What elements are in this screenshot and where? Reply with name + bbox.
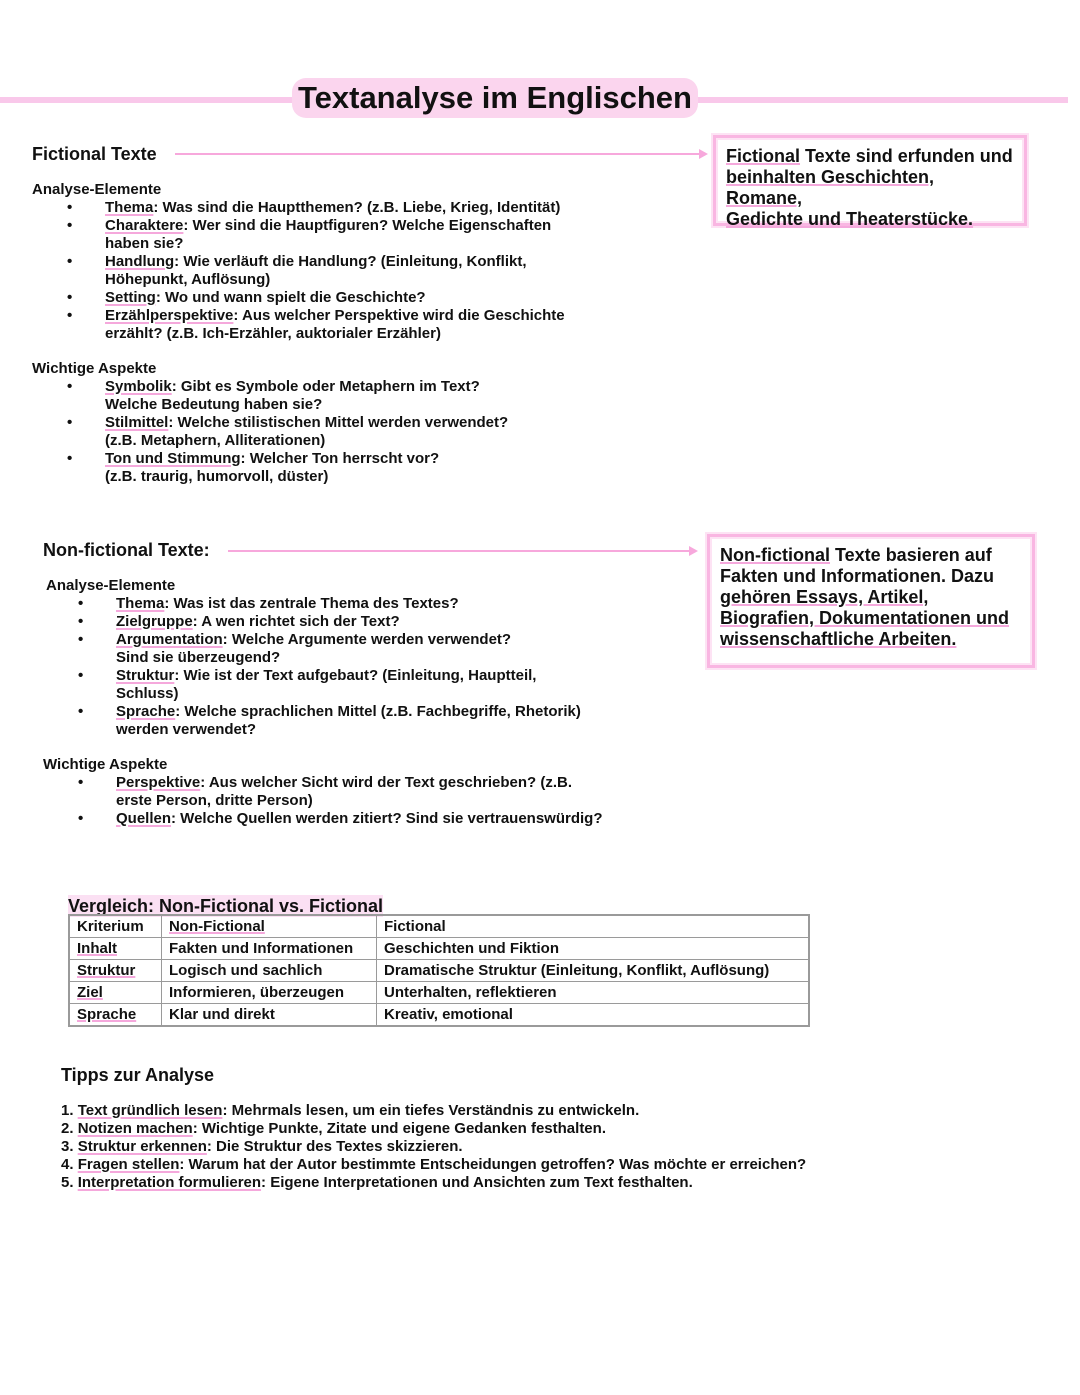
fictional-aspekte-list bbox=[105, 378, 665, 486]
item-text-cont: haben sie? bbox=[105, 235, 184, 252]
tips-list bbox=[61, 1102, 806, 1192]
item-label: Text gründlich lesen bbox=[77, 1102, 223, 1119]
item-text: : Welche Quellen werden zitiert? Sind sie vertrauenswürdig? bbox=[171, 810, 603, 827]
item-text-cont: Höhepunkt, Auflösung) bbox=[105, 271, 271, 288]
list-item bbox=[116, 595, 676, 613]
item-text: : Aus welcher Perspektive wird die Geschichte bbox=[233, 307, 565, 324]
box-line: Fakten und Informationen. Dazu bbox=[720, 566, 995, 586]
item-text: : Eigene Interpretationen und Ansichten zum Text festhalten. bbox=[261, 1174, 693, 1191]
header-cell: Fictional bbox=[377, 915, 810, 938]
item-number: 3. bbox=[61, 1138, 78, 1155]
item-text: : Gibt es Symbole oder Metaphern im Text? bbox=[171, 378, 480, 395]
list-item bbox=[116, 613, 676, 631]
item-label: Struktur bbox=[116, 667, 175, 684]
box-line: gehören Essays, Artikel, bbox=[720, 587, 929, 607]
item-text: : Warum hat der Autor bestimmte Entscheidungen getroffen? Was möchte er erreichen? bbox=[179, 1156, 807, 1173]
item-text: : Wie verläuft die Handlung? (Einleitung, Konflikt, bbox=[174, 253, 527, 270]
item-text: : Welche stilistischen Mittel werden verwendet? bbox=[168, 414, 509, 431]
item-label: Setting bbox=[105, 289, 156, 306]
item-label: Sprache bbox=[116, 703, 176, 720]
box-term: Non-fictional bbox=[720, 545, 830, 565]
item-number: 2. bbox=[61, 1120, 78, 1137]
item-label: Thema bbox=[105, 199, 154, 216]
list-item bbox=[61, 1120, 806, 1138]
list-item bbox=[116, 631, 676, 667]
table-cell: Geschichten und Fiktion bbox=[377, 938, 810, 960]
table-cell: Sprache bbox=[69, 1004, 162, 1027]
item-text: : Was sind die Hauptthemen? (z.B. Liebe, Krieg, Identität) bbox=[153, 199, 561, 216]
title-rule-right bbox=[678, 97, 1068, 103]
box-line: Biografien, Dokumentationen und bbox=[720, 608, 1010, 628]
list-item bbox=[116, 667, 676, 703]
list-item bbox=[61, 1102, 806, 1120]
fictional-heading: Fictional Texte bbox=[32, 144, 157, 164]
list-item bbox=[116, 810, 696, 828]
box-line: wissenschaftliche Arbeiten. bbox=[720, 629, 957, 649]
table-row bbox=[69, 938, 809, 960]
nonfictional-analyse-list bbox=[116, 595, 676, 739]
item-text: : Wo und wann spielt die Geschichte? bbox=[155, 289, 426, 306]
item-text-cont: (z.B. Metaphern, Alliterationen) bbox=[105, 432, 326, 449]
fictional-arrow bbox=[175, 153, 700, 155]
item-text: : Die Struktur des Textes skizzieren. bbox=[206, 1138, 463, 1155]
fictional-analyse-list bbox=[105, 199, 665, 343]
item-label: Fragen stellen bbox=[77, 1156, 180, 1173]
item-text: : Wer sind die Hauptfiguren? Welche Eigenschaften bbox=[183, 217, 552, 234]
item-text-cont: Schluss) bbox=[116, 685, 179, 702]
item-text-cont: werden verwendet? bbox=[116, 721, 257, 738]
item-label: Symbolik bbox=[105, 378, 172, 395]
item-label: Struktur erkennen bbox=[77, 1138, 207, 1155]
table-cell: Inhalt bbox=[69, 938, 162, 960]
item-label: Thema bbox=[116, 595, 165, 612]
item-label: Charaktere bbox=[105, 217, 184, 234]
list-item bbox=[61, 1174, 806, 1192]
item-label: Zielgruppe bbox=[116, 613, 193, 630]
header-cell: Non-Fictional bbox=[162, 915, 377, 938]
page-title: Textanalyse im Englischen bbox=[292, 78, 698, 118]
list-item bbox=[61, 1138, 806, 1156]
table-row bbox=[69, 1004, 809, 1027]
list-item bbox=[105, 307, 665, 343]
comparison-heading: Vergleich: Non-Fictional vs. Fictional bbox=[68, 896, 384, 916]
fictional-definition-box bbox=[713, 135, 1027, 229]
list-item bbox=[105, 378, 665, 414]
header-cell: Kriterium bbox=[69, 915, 162, 938]
item-text: : Aus welcher Sicht wird der Text geschrieben? (z.B. bbox=[200, 774, 572, 791]
table-cell: Struktur bbox=[69, 960, 162, 982]
nonfictional-heading: Non-fictional Texte: bbox=[43, 540, 210, 560]
nonfictional-aspekte-list bbox=[116, 774, 696, 828]
item-text-cont: Welche Bedeutung haben sie? bbox=[105, 396, 323, 413]
list-item bbox=[105, 217, 665, 253]
item-text-cont: erzählt? (z.B. Ich-Erzähler, auktorialer Erzähler) bbox=[105, 325, 441, 342]
table-cell: Klar und direkt bbox=[162, 1004, 377, 1027]
list-item bbox=[116, 774, 696, 810]
table-cell: Ziel bbox=[69, 982, 162, 1004]
title-rule-left bbox=[0, 97, 300, 103]
item-text: : Wie ist der Text aufgebaut? (Einleitung, Hauptteil, bbox=[174, 667, 537, 684]
table-cell: Fakten und Informationen bbox=[162, 938, 377, 960]
item-text: : A wen richtet sich der Text? bbox=[192, 613, 400, 630]
list-item bbox=[105, 450, 665, 486]
item-label: Interpretation formulieren bbox=[77, 1174, 262, 1191]
box-line: Gedichte und Theaterstücke. bbox=[726, 209, 974, 229]
box-line: beinhalten Geschichten, Romane, bbox=[726, 167, 935, 208]
item-label: Perspektive bbox=[116, 774, 201, 791]
box-line: Texte basieren auf bbox=[830, 545, 992, 565]
item-label: Handlung bbox=[105, 253, 175, 270]
table-cell: Informieren, überzeugen bbox=[162, 982, 377, 1004]
list-item bbox=[105, 414, 665, 450]
nonfictional-analyse-heading: Analyse-Elemente bbox=[46, 577, 176, 594]
table-cell: Unterhalten, reflektieren bbox=[377, 982, 810, 1004]
list-item bbox=[61, 1156, 806, 1174]
table-row bbox=[69, 982, 809, 1004]
item-label: Quellen bbox=[116, 810, 172, 827]
item-text: : Welche Argumente werden verwendet? bbox=[222, 631, 512, 648]
item-number: 5. bbox=[61, 1174, 78, 1191]
table-cell: Kreativ, emotional bbox=[377, 1004, 810, 1027]
table-row bbox=[69, 960, 809, 982]
list-item bbox=[116, 703, 676, 739]
item-text: : Wichtige Punkte, Zitate und eigene Gedanken festhalten. bbox=[192, 1120, 606, 1137]
table-cell: Dramatische Struktur (Einleitung, Konflikt, Auflösung) bbox=[377, 960, 810, 982]
item-text: : Welche sprachlichen Mittel (z.B. Fachbegriffe, Rhetorik) bbox=[175, 703, 581, 720]
item-text: : Mehrmals lesen, um ein tiefes Verständnis zu entwickeln. bbox=[222, 1102, 640, 1119]
list-item bbox=[105, 199, 665, 217]
comparison-table bbox=[68, 914, 810, 1027]
nonfictional-definition-box bbox=[707, 534, 1035, 668]
item-text-cont: erste Person, dritte Person) bbox=[116, 792, 313, 809]
list-item bbox=[105, 289, 665, 307]
table-cell: Logisch und sachlich bbox=[162, 960, 377, 982]
item-text-cont: (z.B. traurig, humorvoll, düster) bbox=[105, 468, 329, 485]
box-line: Texte sind erfunden und bbox=[800, 146, 1013, 166]
item-text-cont: Sind sie überzeugend? bbox=[116, 649, 281, 666]
item-label: Erzählperspektive bbox=[105, 307, 234, 324]
nonfictional-arrow bbox=[228, 550, 690, 552]
box-term: Fictional bbox=[726, 146, 801, 166]
list-item bbox=[105, 253, 665, 289]
item-text: : Welcher Ton herrscht vor? bbox=[240, 450, 440, 467]
table-header-row bbox=[69, 915, 809, 938]
fictional-analyse-heading: Analyse-Elemente bbox=[32, 181, 162, 198]
tips-heading: Tipps zur Analyse bbox=[61, 1065, 215, 1085]
item-label: Stilmittel bbox=[105, 414, 169, 431]
item-number: 4. bbox=[61, 1156, 78, 1173]
item-number: 1. bbox=[61, 1102, 78, 1119]
item-text: : Was ist das zentrale Thema des Textes? bbox=[164, 595, 459, 612]
item-label: Ton und Stimmung bbox=[105, 450, 241, 467]
nonfictional-aspekte-heading: Wichtige Aspekte bbox=[43, 756, 168, 773]
item-label: Notizen machen bbox=[77, 1120, 193, 1137]
item-label: Argumentation bbox=[116, 631, 223, 648]
fictional-aspekte-heading: Wichtige Aspekte bbox=[32, 360, 157, 377]
